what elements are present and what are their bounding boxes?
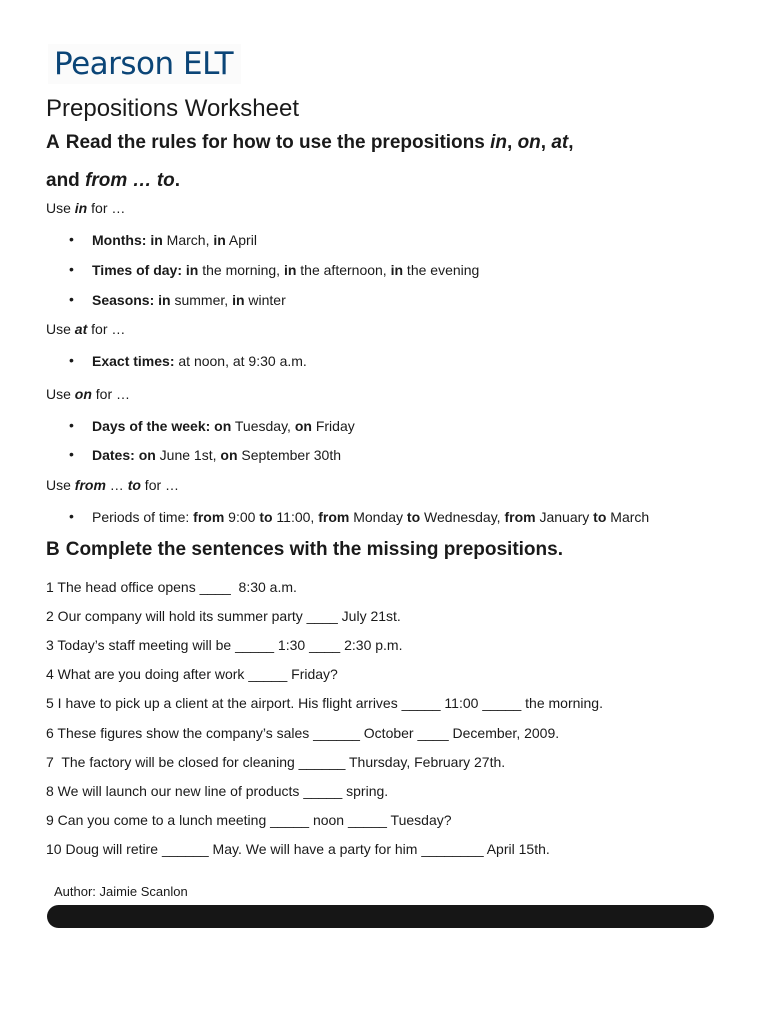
- rule-text: from: [318, 509, 350, 525]
- rule-bullet: [92, 353, 307, 369]
- rule-text: Monday: [349, 509, 407, 525]
- rule-text: in: [283, 262, 297, 278]
- author-credit: Author: Jaimie Scanlon: [54, 884, 188, 899]
- use-from-to-intro: Use from … to for …: [46, 477, 180, 493]
- rule-text: January: [535, 509, 594, 525]
- rule-key: Seasons:: [92, 292, 155, 308]
- rule-text: in: [150, 232, 163, 248]
- prep-at: at: [551, 132, 569, 153]
- footer-bar: [47, 905, 714, 928]
- rule-text: Wednesday,: [420, 509, 505, 525]
- rule-text: the evening: [403, 262, 480, 278]
- rule-text: June 1st,: [155, 447, 221, 463]
- section-b-text: Complete the sentences with the missing prepositions.: [65, 539, 563, 560]
- rule-text: from: [504, 509, 536, 525]
- rule-text: the morning,: [198, 262, 284, 278]
- rule-key: Days of the week:: [92, 418, 211, 434]
- rule-bullet: [92, 447, 341, 463]
- question-item: 7 The factory will be closed for cleaning ______ Thursday, February 27th.: [46, 753, 506, 770]
- rule-text: April: [225, 232, 257, 248]
- question-item: 5 I have to pick up a client at the airport. His flight arrives _____ 11:00 _____ the morning.: [46, 695, 603, 712]
- rule-text: in: [185, 262, 199, 278]
- rule-text: Tuesday,: [231, 418, 295, 434]
- rule-text: at noon, at 9:30 a.m.: [174, 353, 307, 369]
- prep-from-to: from … to: [85, 170, 175, 191]
- question-item: 10 Doug will retire ______ May. We will have a party for him ________ April 15th.: [46, 840, 550, 857]
- rule-text: on: [220, 447, 238, 463]
- rule-text: March,: [162, 232, 214, 248]
- worksheet-title: Prepositions Worksheet: [46, 95, 300, 122]
- rule-text: 11:00,: [272, 509, 319, 525]
- rule-text: summer,: [170, 292, 233, 308]
- rule-text: in: [390, 262, 404, 278]
- rule-key: Periods of time:: [92, 509, 190, 525]
- rule-text: March: [606, 509, 650, 525]
- section-a-heading: [46, 124, 574, 200]
- rule-bullet: [92, 262, 479, 278]
- question-item: 8 We will launch our new line of products _____ spring.: [46, 782, 389, 799]
- rule-key: Months:: [92, 232, 147, 248]
- rule-text: Friday: [311, 418, 355, 434]
- use-on-intro: Use on for …: [46, 386, 131, 402]
- section-b-label: B: [46, 539, 60, 560]
- rule-text: on: [138, 447, 156, 463]
- rule-text: from: [193, 509, 225, 525]
- question-item: 4 What are you doing after work _____ Friday?: [46, 666, 338, 683]
- use-in-intro: Use in for …: [46, 200, 126, 216]
- sep: ,: [507, 132, 518, 153]
- rule-text: winter: [244, 292, 286, 308]
- section-a-text: Read the rules for how to use the prepositions: [65, 132, 491, 153]
- pearson-logo: Pearson ELT: [48, 44, 241, 84]
- rule-text: in: [158, 292, 171, 308]
- rule-bullet: [92, 418, 355, 434]
- rule-text: on: [214, 418, 232, 434]
- rule-text: on: [294, 418, 312, 434]
- rule-text: 9:00: [224, 509, 260, 525]
- rule-text: to: [406, 509, 421, 525]
- question-item: 1 The head office opens ____ 8:30 a.m.: [46, 579, 297, 595]
- and-word: and: [46, 170, 86, 191]
- prep-on: on: [517, 132, 541, 153]
- rule-key: Exact times:: [92, 353, 175, 369]
- sep: ,: [568, 132, 574, 153]
- rule-text: in: [213, 232, 226, 248]
- section-b-heading: [46, 539, 563, 561]
- question-item: 2 Our company will hold its summer party ____ July 21st.: [46, 608, 401, 625]
- question-item: 9 Can you come to a lunch meeting _____ noon _____ Tuesday?: [46, 811, 452, 828]
- rule-text: September 30th: [237, 447, 342, 463]
- rule-key: Dates:: [92, 447, 135, 463]
- rule-text: in: [232, 292, 245, 308]
- sep: ,: [540, 132, 552, 153]
- prep-in: in: [490, 132, 508, 153]
- rule-bullet: [92, 292, 286, 308]
- rule-text: to: [259, 509, 273, 525]
- rule-text: to: [593, 509, 607, 525]
- rule-key: Times of day:: [92, 262, 182, 278]
- rule-bullet: [92, 509, 649, 525]
- period: .: [174, 170, 181, 191]
- section-a-label: A: [46, 132, 60, 153]
- question-item: 6 These figures show the company’s sales ______ October ____ December, 2009.: [46, 724, 560, 741]
- rule-text: the afternoon,: [296, 262, 391, 278]
- use-at-intro: Use at for …: [46, 321, 126, 337]
- rule-bullet: [92, 232, 257, 248]
- question-item: 3 Today’s staff meeting will be _____ 1:30 ____ 2:30 p.m.: [46, 637, 403, 654]
